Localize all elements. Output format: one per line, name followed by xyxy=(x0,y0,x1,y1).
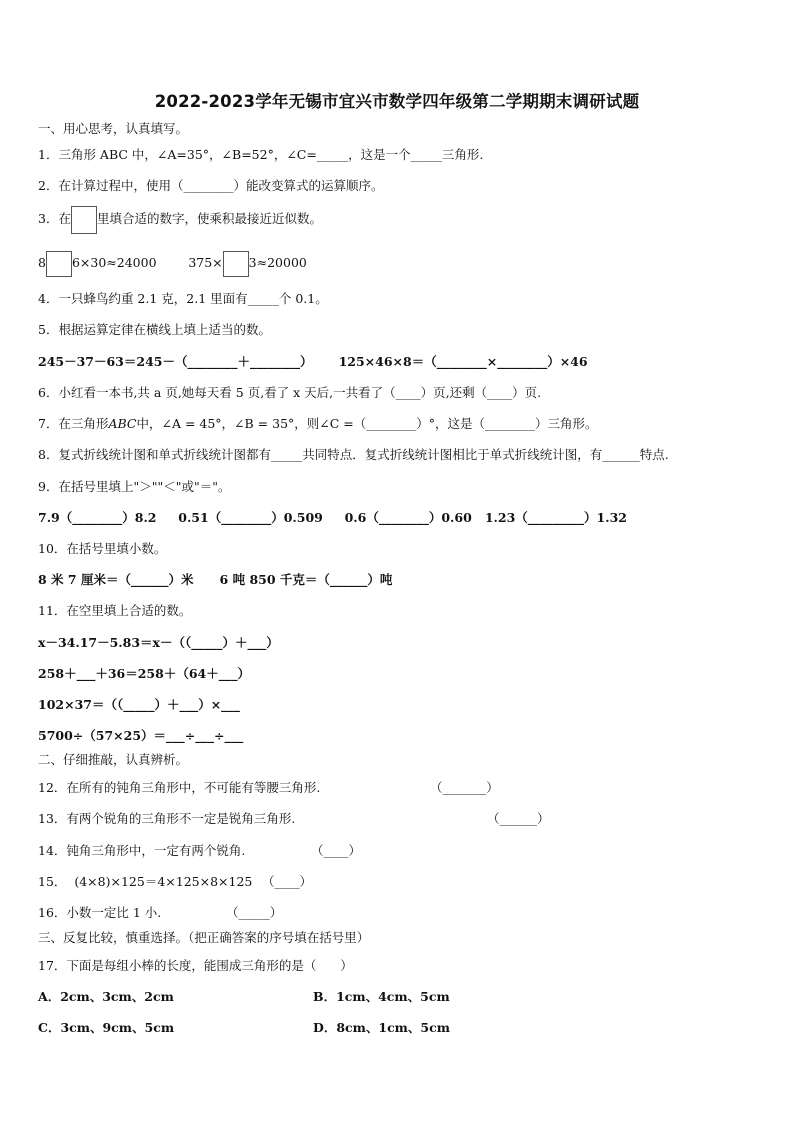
exercise-2-prefix: 375× xyxy=(188,255,223,270)
question-16-answer[interactable]: （_____） xyxy=(226,905,283,920)
question-5: 5．根据运算定律在横线上填上适当的数。 xyxy=(38,322,271,337)
question-3-text-b: 里填合适的数字，使乘积最接近近似数。 xyxy=(96,211,322,226)
answer-box-2[interactable] xyxy=(223,251,249,277)
option-b[interactable]: B．1cm、4cm、5cm xyxy=(313,989,450,1004)
exercise-2-suffix: 3≈20000 xyxy=(248,255,307,270)
question-10: 10．在括号里填小数。 xyxy=(38,541,167,556)
question-9-exercise: 7.9（________）8.2 0.51（________）0.509 0.6（________）0.60 1.23（_________）1.32 xyxy=(38,510,627,525)
question-12: 12．在所有的钝角三角形中，不可能有等腰三角形. xyxy=(38,780,321,795)
question-11-exercise-4: 5700÷（57×25）＝___÷___÷___ xyxy=(38,728,244,743)
section-2-heading: 二、仔细推敲，认真辨析。 xyxy=(38,752,189,767)
question-6: 6．小红看一本书,共 a 页,她每天看 5 页,看了 x 天后,一共看了（____）页,还剩（____）页. xyxy=(38,385,542,400)
question-2: 2．在计算过程中，使用（________）能改变算式的运算顺序。 xyxy=(38,178,384,193)
question-9: 9．在括号里填上"＞""＜"或"＝"。 xyxy=(38,479,231,494)
question-11-exercise-2: 258＋___＋36＝258＋（64＋___） xyxy=(38,666,250,681)
question-7 xyxy=(38,416,598,432)
question-5-exercise: 245－37－63＝245－（________＋________） 125×46×8＝（________×________）×46 xyxy=(38,354,588,369)
exercise-1-prefix: 8 xyxy=(38,255,46,270)
option-c[interactable]: C．3cm、9cm、5cm xyxy=(38,1020,175,1035)
question-3 xyxy=(38,205,322,234)
option-d[interactable]: D．8cm、1cm、5cm xyxy=(313,1020,450,1035)
question-17: 17．下面是每组小棒的长度，能围成三角形的是（ ） xyxy=(38,958,353,973)
question-11: 11．在空里填上合适的数。 xyxy=(38,603,192,618)
option-a[interactable]: A．2cm、3cm、2cm xyxy=(38,989,174,1004)
question-11-exercise-3: 102×37＝（（_____）＋___）×___ xyxy=(38,697,240,712)
question-11-exercise-1: x－34.17－5.83＝x－（（_____）＋___） xyxy=(38,635,279,650)
question-7-text-b: 中，∠A = 45°，∠B = 35°，则∠C =（________）°，这是（________）三角形。 xyxy=(136,416,598,431)
section-1-heading: 一、用心思考，认真填写。 xyxy=(38,121,189,136)
question-3-exercise xyxy=(38,249,307,277)
question-15: 15． (4×8)×125＝4×125×8×125 xyxy=(38,874,253,889)
question-13: 13．有两个锐角的三角形不一定是锐角三角形. xyxy=(38,811,296,826)
answer-box[interactable] xyxy=(71,206,97,234)
question-8: 8．复式折线统计图和单式折线统计图都有_____共同特点．复式折线统计图相比于单式折线统计图，有______特点. xyxy=(38,447,669,462)
question-3-text-a: 3．在 xyxy=(38,211,71,226)
section-3-heading: 三、反复比较，慎重选择。（把正确答案的序号填在括号里） xyxy=(38,930,370,945)
exam-title: 2022-2023学年无锡市宜兴市数学四年级第二学期期末调研试题 xyxy=(154,92,640,111)
question-1: 1．三角形 ABC 中，∠A=35°，∠B=52°，∠C=_____，这是一个_____三角形. xyxy=(38,147,484,162)
question-13-answer[interactable]: （______） xyxy=(487,811,550,826)
question-4: 4．一只蜂鸟约重 2.1 克，2.1 里面有_____个 0.1。 xyxy=(38,291,328,306)
exercise-1-suffix: 6×30≈24000 xyxy=(71,255,157,270)
question-16: 16．小数一定比 1 小. xyxy=(38,905,162,920)
answer-box-1[interactable] xyxy=(46,251,72,277)
question-12-answer[interactable]: （_______） xyxy=(430,780,499,795)
question-14-answer[interactable]: （____） xyxy=(311,843,362,858)
question-10-exercise: 8 米 7 厘米＝（______）米 6 吨 850 千克＝（______）吨 xyxy=(38,572,393,587)
question-7-text-a: 7．在三角形 xyxy=(38,416,109,431)
triangle-name: ABC xyxy=(108,416,137,431)
question-14: 14．钝角三角形中，一定有两个锐角. xyxy=(38,843,246,858)
question-15-answer[interactable]: （____） xyxy=(262,874,313,889)
